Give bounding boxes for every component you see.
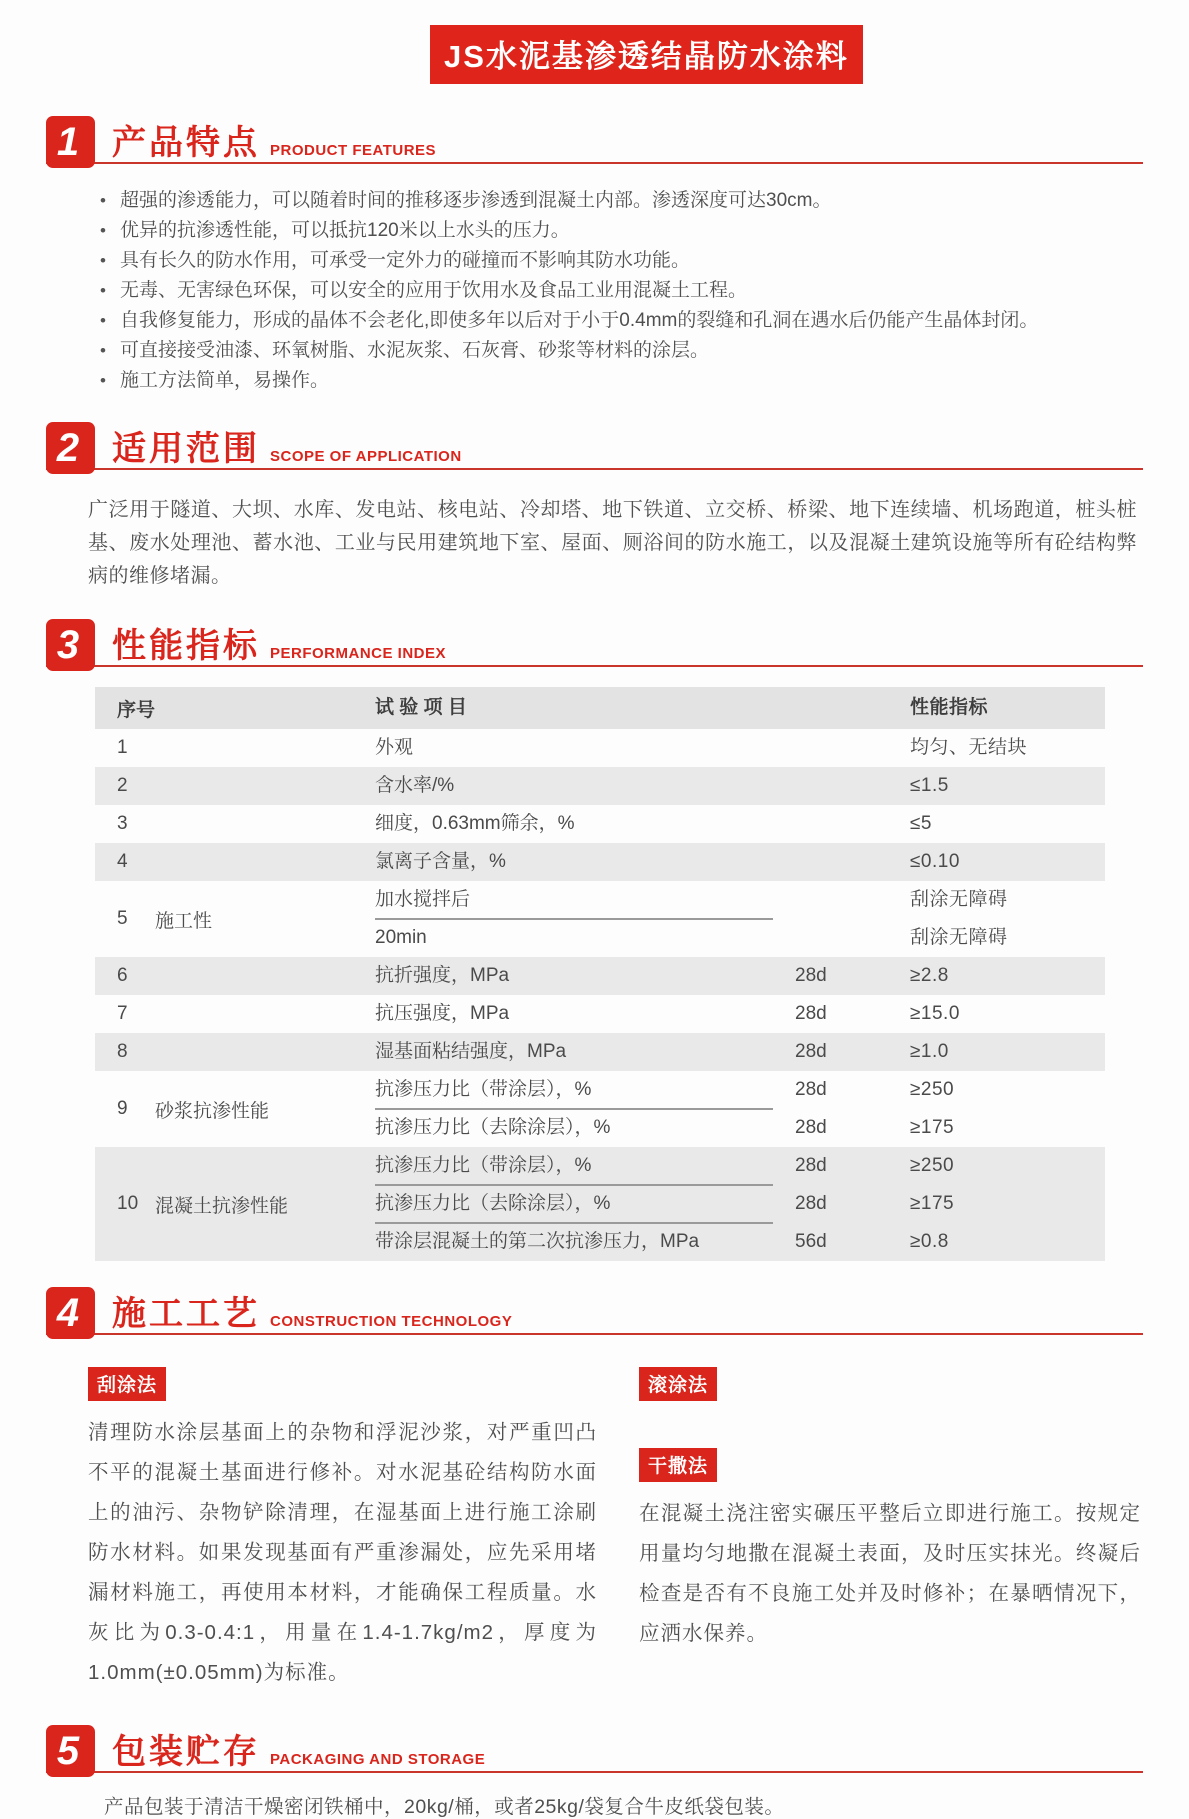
- table-row: [95, 729, 1105, 767]
- cell-age: 28d: [795, 1079, 827, 1100]
- cell-test-item: 外观: [375, 737, 414, 758]
- cell-age: 28d: [795, 965, 827, 986]
- performance-table: [95, 687, 1105, 1261]
- table-row: [95, 1033, 1105, 1071]
- cell-index-value: ≥2.8: [910, 965, 949, 986]
- feature-item: • 可直接接受油漆、环氧树脂、水泥灰浆、石灰膏、砂浆等材料的涂层。: [100, 336, 1129, 366]
- table-row: [95, 1147, 1105, 1261]
- cell-no: 1: [117, 737, 128, 758]
- packaging-text: 产品包装于清洁干燥密闭铁桶中，20kg/桶，或者25kg/袋复合牛皮纸袋包装。: [104, 1796, 785, 1818]
- table-row: [95, 767, 1105, 805]
- cell-index-value: ≤0.10: [910, 851, 960, 872]
- roll-dry-method-column: [639, 1367, 1141, 1693]
- cell-no: 3: [117, 813, 128, 834]
- cell-test-item: 20min: [375, 927, 427, 948]
- scrape-method-column: [88, 1367, 597, 1693]
- cell-index-value: ≥250: [910, 1079, 955, 1100]
- cell-test-item: 细度，0.63mm筛余，%: [375, 813, 575, 834]
- cell-index-value: 刮涂无障碍: [910, 889, 1008, 910]
- cell-index-value: 均匀、无结块: [910, 737, 1028, 758]
- section-subtitle: CONSTRUCTION TECHNOLOGY: [270, 1313, 513, 1330]
- section-header-features: [46, 114, 1143, 168]
- cell-no: 8: [117, 1041, 128, 1062]
- cell-age: 56d: [795, 1231, 827, 1252]
- table-row: [95, 957, 1105, 995]
- section-underline: [46, 665, 1143, 667]
- feature-item: • 无毒、无害绿色环保，可以安全的应用于饮用水及食品工业用混凝土工程。: [100, 276, 1129, 306]
- section-underline: [46, 1771, 1143, 1773]
- scrape-method-badge: 刮涂法: [88, 1367, 166, 1401]
- table-row: [95, 995, 1105, 1033]
- cell-category: 砂浆抗渗性能: [155, 1100, 270, 1122]
- cell-test-item: 湿基面粘结强度，MPa: [375, 1041, 567, 1062]
- cell-index-value: ≤5: [910, 813, 932, 834]
- cell-no: 6: [117, 965, 128, 986]
- feature-item: • 施工方法简单，易操作。: [100, 366, 1129, 396]
- roll-method-badge: 滚涂法: [639, 1367, 717, 1401]
- section-number-badge: 3: [46, 619, 95, 671]
- cell-no: 4: [117, 851, 128, 872]
- banner-row: [0, 0, 1189, 84]
- section-header-performance: [46, 617, 1143, 671]
- section-header-packaging: [46, 1723, 1143, 1777]
- cell-test-item: 抗渗压力比（去除涂层），%: [375, 1117, 611, 1138]
- dry-method-badge: 干撒法: [639, 1448, 717, 1482]
- feature-item: • 自我修复能力，形成的晶体不会老化,即使多年以后对于小于0.4mm的裂缝和孔洞在遇水后仍能产生晶体封闭。: [100, 306, 1129, 336]
- cell-age: 28d: [795, 1117, 827, 1138]
- cell-no: 5: [117, 908, 128, 929]
- cell-index-value: 刮涂无障碍: [910, 927, 1008, 948]
- cell-index-value: ≥175: [910, 1117, 955, 1138]
- header-test-item: 试 验 项 目: [375, 697, 467, 718]
- cell-index-value: ≥250: [910, 1155, 955, 1176]
- section-header-construction: [46, 1285, 1143, 1339]
- section-subtitle: PACKAGING AND STORAGE: [270, 1751, 486, 1768]
- cell-no: 9: [117, 1098, 128, 1119]
- section-number-badge: 4: [46, 1287, 95, 1339]
- section-title: 包装贮存: [112, 1733, 260, 1771]
- section-underline: [46, 468, 1143, 470]
- cell-test-item: 加水搅拌后: [375, 889, 471, 910]
- cell-test-item: 抗渗压力比（去除涂层），%: [375, 1193, 611, 1214]
- dry-method-text: 在混凝土浇注密实碾压平整后立即进行施工。按规定用量均匀地撒在混凝土表面，及时压实抹光。终凝后检查是否有不良施工处并及时修补；在暴晒情况下，应洒水保养。: [638, 1502, 1141, 1645]
- section-number-badge: 5: [46, 1725, 95, 1777]
- cell-test-item: 带涂层混凝土的第二次抗渗压力，MPa: [375, 1231, 700, 1252]
- cell-test-item: 氯离子含量，%: [375, 851, 506, 872]
- scope-paragraph: 广泛用于隧道、大坝、水库、发电站、核电站、冷却塔、地下铁道、立交桥、桥梁、地下连续墙、机场跑道，桩头桩基、废水处理池、蓄水池、工业与民用建筑地下室、屋面、厕浴间的防水施工，以及混凝土建筑设施等所有砼结构弊病的维修堵漏。: [88, 499, 1137, 587]
- table-row: [95, 805, 1105, 843]
- cell-category: 施工性: [155, 910, 213, 932]
- table-row: [95, 1071, 1105, 1147]
- cell-test-item: 抗渗压力比（带涂层），%: [375, 1155, 592, 1176]
- scrape-method-text: 清理防水涂层基面上的杂物和浮泥沙浆，对严重凹凸不平的混凝土基面进行修补。对水泥基砼结构防水面上的油污、杂物铲除清理，在湿基面上进行施工涂刷防水材料。如果发现基面有严重渗漏处，应先采用堵漏材料施工，再使用本材料，才能确保工程质量。水灰比为0.3-0.4:1，用量在1.4-1.7kg/m2，厚度为1.0mm(±0.05mm)为标准。: [88, 1421, 597, 1684]
- section-subtitle: PRODUCT FEATURES: [270, 142, 437, 159]
- cell-age: 28d: [795, 1003, 827, 1024]
- cell-index-value: ≥175: [910, 1193, 955, 1214]
- section-subtitle: PERFORMANCE INDEX: [270, 645, 447, 662]
- cell-index-value: ≤1.5: [910, 775, 949, 796]
- cell-test-item: 抗折强度，MPa: [375, 965, 510, 986]
- cell-age: 28d: [795, 1041, 827, 1062]
- cell-index-value: ≥0.8: [910, 1231, 949, 1252]
- header-index: 性能指标: [910, 697, 989, 718]
- feature-item: • 具有长久的防水作用，可承受一定外力的碰撞而不影响其防水功能。: [100, 246, 1129, 276]
- construction-columns: [88, 1367, 1141, 1693]
- cell-no: 10: [117, 1193, 139, 1214]
- table-header-row: [95, 687, 1105, 729]
- section-number-badge: 2: [46, 422, 95, 474]
- section-title: 性能指标: [112, 627, 260, 665]
- page-title: JS水泥基渗透结晶防水涂料: [430, 25, 863, 84]
- feature-item: • 超强的渗透能力，可以随着时间的推移逐步渗透到混凝土内部。渗透深度可达30cm。: [100, 186, 1129, 216]
- cell-category: 混凝土抗渗性能: [155, 1195, 289, 1217]
- section-title: 产品特点: [112, 124, 260, 162]
- section-header-scope: [46, 420, 1143, 474]
- table-row: [95, 881, 1105, 957]
- cell-test-item: 含水率/%: [375, 775, 455, 796]
- section-title: 施工工艺: [112, 1295, 260, 1333]
- cell-index-value: ≥1.0: [910, 1041, 949, 1062]
- cell-test-item: 抗压强度，MPa: [375, 1003, 510, 1024]
- table-row: [95, 843, 1105, 881]
- section-underline: [46, 162, 1143, 164]
- cell-age: 28d: [795, 1193, 827, 1214]
- cell-age: 28d: [795, 1155, 827, 1176]
- section-underline: [46, 1333, 1143, 1335]
- cell-index-value: ≥15.0: [910, 1003, 960, 1024]
- feature-list: [100, 186, 1129, 396]
- header-no: 序号: [117, 699, 156, 721]
- section-title: 适用范围: [112, 430, 260, 468]
- section-subtitle: SCOPE OF APPLICATION: [270, 448, 462, 465]
- cell-no: 7: [117, 1003, 128, 1024]
- feature-item: • 优异的抗渗透性能，可以抵抗120米以上水头的压力。: [100, 216, 1129, 246]
- section-number-badge: 1: [46, 116, 95, 168]
- cell-test-item: 抗渗压力比（带涂层），%: [375, 1079, 592, 1100]
- cell-no: 2: [117, 775, 128, 796]
